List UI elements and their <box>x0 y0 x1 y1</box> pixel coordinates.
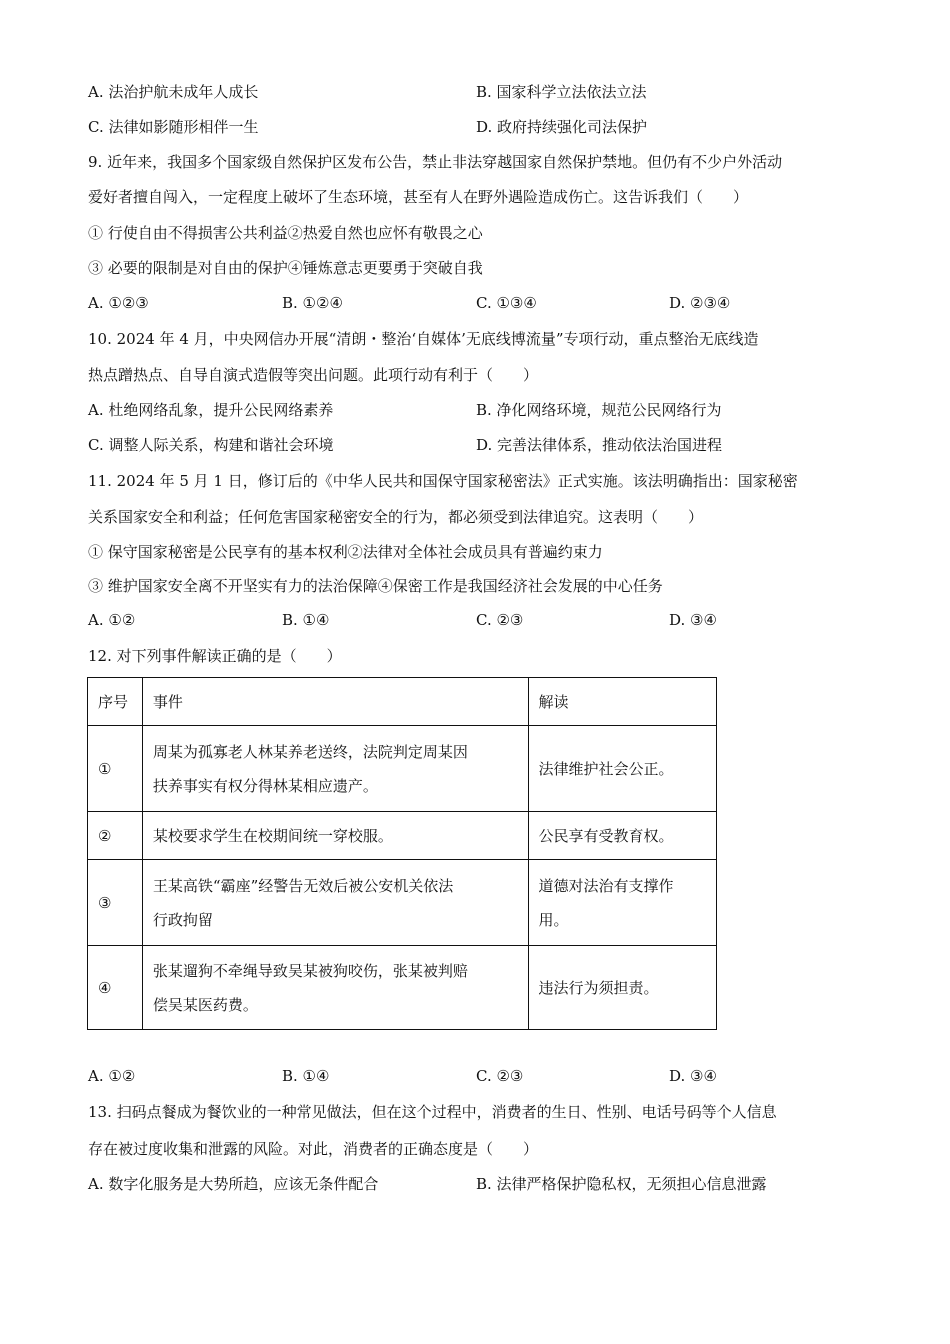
row-event <box>142 726 528 812</box>
event-line: 某校要求学生在校期间统一穿校服。 <box>152 826 393 845</box>
question-stem-line: 爱好者擅自闯入，一定程度上破坏了生态环境，甚至有人在野外遇险造成伤亡。这告诉我们（ ） <box>88 188 749 206</box>
statement-line: ③ 必要的限制是对自由的保护④锤炼意志更要勇于突破自我 <box>88 259 483 277</box>
row-event <box>142 860 528 946</box>
option-d: D. ③④ <box>669 611 717 629</box>
option-d: D. 完善法律体系，推动依法治国进程 <box>476 436 723 454</box>
header-no: 序号 <box>88 678 143 726</box>
option-c: C. ②③ <box>476 1067 524 1085</box>
reading-line: 用。 <box>538 910 569 929</box>
table-row <box>88 812 717 860</box>
option-b: B. ①④ <box>282 1067 330 1085</box>
option-c: C. ①③④ <box>476 294 537 312</box>
row-reading <box>528 726 716 812</box>
option-b: B. ①④ <box>282 611 330 629</box>
event-line: 周某为孤寡老人林某养老送终，法院判定周某因 <box>152 742 468 761</box>
header-reading: 解读 <box>528 678 716 726</box>
option-a: A. ①② <box>88 1067 136 1085</box>
option-b: B. 净化网络环境，规范公民网络行为 <box>476 401 722 419</box>
question-stem-line: 关系国家安全和利益；任何危害国家秘密安全的行为，都必须受到法律追究。这表明（ ） <box>88 508 704 526</box>
option-a: A. 杜绝网络乱象，提升公民网络素养 <box>88 401 334 419</box>
row-no: ① <box>88 726 143 812</box>
event-line: 行政拘留 <box>152 910 213 929</box>
row-reading <box>528 860 716 946</box>
table-row <box>88 860 717 946</box>
question-stem-line: 13. 扫码点餐成为餐饮业的一种常见做法，但在这个过程中，消费者的生日、性别、电话号码等个人信息 <box>88 1103 777 1121</box>
option-d: D. ②③④ <box>669 294 731 312</box>
row-event <box>142 946 528 1030</box>
option-b: B. 法律严格保护隐私权，无须担心信息泄露 <box>476 1175 767 1193</box>
question-stem-line: 热点蹭热点、自导自演式造假等突出问题。此项行动有利于（ ） <box>88 366 539 384</box>
option-b: B. 国家科学立法依法立法 <box>476 83 647 101</box>
row-no: ③ <box>88 860 143 946</box>
event-line: 王某高铁“霸座”经警告无效后被公安机关依法 <box>152 876 454 895</box>
row-reading <box>528 812 716 860</box>
option-a: A. 数字化服务是大势所趋，应该无条件配合 <box>88 1175 379 1193</box>
table-row <box>88 726 717 812</box>
header-event: 事件 <box>142 678 528 726</box>
question-stem-line: 12. 对下列事件解读正确的是（ ） <box>88 647 342 665</box>
question-stem-line: 10. 2024 年 4 月，中央网信办开展“清朗・整治‘自媒体’无底线博流量”专项行动，重点整治无底线造 <box>88 330 759 348</box>
option-a: A. ①② <box>88 611 136 629</box>
option-a: A. 法治护航未成年人成长 <box>88 83 259 101</box>
reading-line: 公民享有受教育权。 <box>538 826 674 845</box>
statement-line: ① 行使自由不得损害公共利益②热爱自然也应怀有敬畏之心 <box>88 224 483 242</box>
option-c: C. ②③ <box>476 611 524 629</box>
row-reading <box>528 946 716 1030</box>
event-line: 张某遛狗不牵绳导致吴某被狗咬伤，张某被判赔 <box>152 961 468 980</box>
event-table <box>87 677 717 1030</box>
reading-line: 法律维护社会公正。 <box>538 759 674 778</box>
option-c: C. 调整人际关系，构建和谐社会环境 <box>88 436 334 454</box>
row-no: ② <box>88 812 143 860</box>
option-a: A. ①②③ <box>88 294 149 312</box>
option-d: D. ③④ <box>669 1067 717 1085</box>
reading-line: 违法行为须担责。 <box>538 978 659 997</box>
option-d: D. 政府持续强化司法保护 <box>476 118 648 136</box>
question-stem-line: 9. 近年来，我国多个国家级自然保护区发布公告，禁止非法穿越国家自然保护禁地。但仍有不少户外活动 <box>88 153 783 171</box>
option-b: B. ①②④ <box>282 294 343 312</box>
option-c: C. 法律如影随形相伴一生 <box>88 118 259 136</box>
statement-line: ③ 维护国家安全离不开坚实有力的法治保障④保密工作是我国经济社会发展的中心任务 <box>88 577 663 595</box>
table-row <box>88 946 717 1030</box>
question-stem-line: 11. 2024 年 5 月 1 日，修订后的《中华人民共和国保守国家秘密法》正式实施。该法明确指出：国家秘密 <box>88 472 798 490</box>
table-header-row <box>88 678 717 726</box>
row-no: ④ <box>88 946 143 1030</box>
row-event <box>142 812 528 860</box>
question-stem-line: 存在被过度收集和泄露的风险。对此，消费者的正确态度是（ ） <box>88 1140 539 1158</box>
statement-line: ① 保守国家秘密是公民享有的基本权利②法律对全体社会成员具有普遍约束力 <box>88 543 603 561</box>
event-line: 扶养事实有权分得林某相应遗产。 <box>152 776 378 795</box>
reading-line: 道德对法治有支撑作 <box>538 876 674 895</box>
event-line: 偿吴某医药费。 <box>152 995 258 1014</box>
